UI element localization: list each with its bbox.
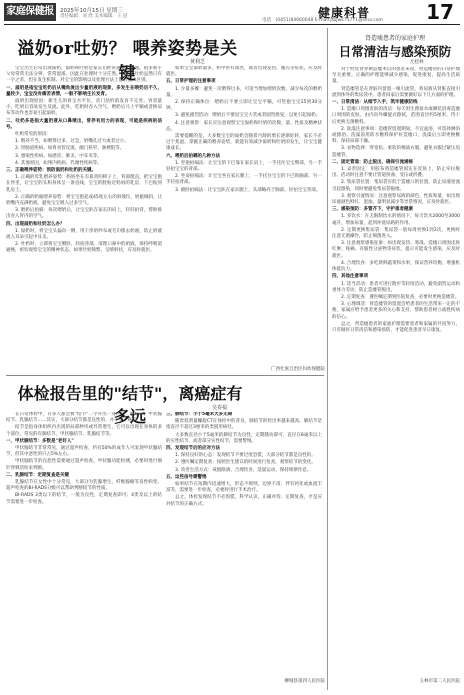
paragraph: 4. 其他原因，如颅内疾病、代谢性疾病等。: [15, 160, 102, 166]
column-divider: [327, 28, 328, 690]
paragraph: 2. 集尿袋位置：集尿袋应低于造瘘口的位置，防止尿液逆流引起感染，同时要避免集尿袋拖地。: [332, 180, 460, 192]
masthead: 家庭保健报: [4, 3, 56, 21]
paragraph: 3. 衣物选择：穿宽松、柔软的棉质衣服，避免衣服过紧压迫造瘘管。: [332, 146, 460, 158]
article1-credit: 广西壮族自治区妇幼保健院: [271, 367, 325, 372]
paragraph: 二、固定管道：防止脱出，确保引流通畅: [332, 159, 413, 165]
article3-body: [332, 67, 460, 675]
header-rule: [4, 24, 460, 25]
article3-title: 日常清洁与感染预防: [338, 44, 452, 59]
article2-credit: 柳城县第四人民医院: [284, 679, 325, 684]
paragraph: 1. 妥善固定：用胶布将造瘘管固定在皮肤上，防止牵拉脱出。活动时注意不要让管道扭曲、受压或折叠。: [332, 167, 460, 179]
paragraph: 2. 定期复查：遵医嘱定期到医院复查，必要时更换造瘘管。: [341, 294, 460, 300]
page-header: [0, 0, 464, 26]
article-separator: [6, 375, 324, 376]
paragraph: 如果宝宝溢奶量多，奶中带有血丝，或者出现发热、腹泻等症状，应及时就医。: [166, 66, 322, 78]
article3-byline: 尤桂林: [410, 60, 424, 65]
paragraph: 宝宝出生后常出现溢奶，溢奶和吐奶是家长们经常遇到的问题。很多新手父母常常无法分辨，常常混淆，因此在处理时十分茫然。溢奶和吐奶虽然只有一字之差，但在发生机制、对宝宝的影响以及处理方法上都有很大区别。: [6, 66, 162, 84]
paragraph: 1. 造瘘口周围皮肤的清洁：每天用生理盐水或碘伏消毒造瘘口周围的皮肤，由内向外螺旋式擦拭，范围直径约5厘米，待干后更换无菌敷料。: [332, 107, 460, 125]
paragraph: 一、溢奶是指宝宝吃奶后从嘴角流出少量奶液的现象，多发生在喂奶后不久，量较少，宝宝没有痛苦表情，一般不影响生长发育。: [6, 85, 162, 97]
paragraph: 需要提醒的是，大多数宝宝的溢奶会随着月龄的增长逐渐好转，家长不必过于焦虑。掌握正确的喂养姿势，就能有效减少溢奶和吐奶的发生，让宝宝健康成长。: [166, 134, 322, 152]
paragraph: 1. 喂养不当，如喂得过多、过急，奶嘴孔过大或者过小。: [15, 139, 129, 145]
paragraph: BI-RADS 3类以下的结节，一般为良性，定期复查即可；4类及以上的结节需要进一步检查。: [6, 493, 162, 505]
paragraph: 总之，体检发现结节不必惊慌，科学认识、正确对待、定期复查，才是应对结节的正确方式。: [166, 495, 322, 507]
paragraph: 二、乳腺结节：定期复查是关键: [6, 472, 69, 478]
paragraph: 四、其他注意事项: [332, 274, 368, 280]
article1-title: 溢奶or吐奶？ 喂养姿势是关键: [17, 39, 238, 84]
paragraph: 五、这些信号需警惕: [166, 474, 207, 480]
paragraph: 1. 溢奶时，将宝宝头偏向一侧，用干净的纱布或毛巾擦去奶液，防止奶液流入耳朵引起中耳炎。: [6, 228, 162, 241]
article2-col2: [166, 412, 322, 674]
paragraph: 四、发现结节后的应对方法: [166, 446, 220, 452]
article1-col2: [166, 66, 322, 362]
paragraph: 1. 少量多餐：避免一次喂得过多，可适当增加喂奶次数，减少每次的喂奶量。: [166, 86, 322, 98]
article1-byline: 黄利芝: [190, 59, 206, 65]
article3-credit: 玉林市第二人民医院: [419, 679, 460, 684]
paragraph: 肾造瘘管是在肾脏内留置一根引流管，将尿液从肾脏直接引流到体外的集尿袋中。患者回家后需要做好以下几方面的护理。: [332, 86, 460, 98]
paragraph: 吐奶常见的原因：: [15, 132, 51, 138]
paragraph: 四、出现溢奶和吐奶怎么办？: [6, 221, 65, 227]
paragraph: 3. 观察引流情况：注意观察尿液的颜色、性质和量，如出现尿液颜色鲜红、混浊、量明显减少等异常情况，应及时就医。: [332, 193, 460, 206]
paragraph: 3. 心理调适：肾造瘘管的留置会给患者的生活带来一定的不便，家属应给予患者更多的关心和支持，帮助患者树立战胜疾病的信心。: [332, 302, 460, 320]
paragraph: 溢奶出现原因：新生儿的胃呈水平位，贲门括约肌发育不完善，胃容量小，吃奶后容易发生反流。此外，吃奶时吞入空气，喂奶后马上平躺或者换尿布等动作也容易引起溢奶。: [6, 99, 162, 117]
article2-title: 体检报告里的"结节"，离癌症有多远: [17, 384, 243, 426]
paragraph: 3. 感染性疾病，如感冒、肺炎、中耳炎等。: [15, 153, 102, 159]
paragraph: 总之，肾造瘘患者的家庭护理需要患者和家属的共同努力，只有做好日常清洁和感染预防，才能促进患者早日康复。: [332, 321, 460, 333]
paragraph: 1. 竖抱拍嗝法：让宝宝的下巴靠在家长肩上，一手托住宝宝臀部，另一手轻拍宝宝的背部。: [166, 160, 322, 173]
paragraph: 2. 吐奶时，立即将宝宝侧卧，轻拍背部，清理口鼻中的奶液，保持呼吸道通畅，密切观察宝宝的精神状态。如果吐奶频繁、呈喷射状，应及时就医。: [6, 242, 162, 254]
paragraph: 3. 喂奶后拍嗝：每次喂奶后，让宝宝趴在家长的肩上，轻轻拍背，帮助排出吞入胃内的空气。: [6, 208, 162, 220]
paragraph: 1. 保持良好的心态：发现结节不要过度恐慌，大部分结节都是良性的。: [175, 453, 316, 459]
paragraph: 五、日常护理的注意事项: [166, 79, 216, 85]
paragraph: 3. 注意观察感染征象：如出现发热、寒战、造瘘口周围皮肤红肿、疼痛、有脓性分泌物等症状，提示可能发生感染，应及时就医。: [332, 241, 460, 259]
paragraph: 2. 定期更换集尿袋：集尿袋一般每周更换1到2次，更换时注意无菌操作，防止细菌进入。: [332, 227, 460, 240]
paragraph: 1. 适当活动：患者可进行散步等轻度活动，避免剧烈运动和重体力劳动，防止造瘘管脱出。: [332, 281, 460, 293]
page-number: 17: [426, 0, 454, 24]
paragraph: 2. 胃肠道疾病，如胃食管反流、幽门狭窄、肠梗阻等。: [15, 146, 125, 152]
paragraph: 甲状腺结节的良恶性需要通过超声检查、甲状腺功能检测，必要时进行细针穿刺活检来判断。: [6, 459, 162, 471]
paragraph: 在日常体检中，许多人都会被"结节"二字吓出一身冷汗：肺结节、甲状腺结节、乳腺结节……其实，大部分结节都是良性的，并不等于癌症。: [6, 412, 162, 424]
paragraph: 乳腺结节在女性中十分常见，大部分为乳腺增生、纤维腺瘤等良性病变。超声检查的BI-RADS分级可以帮助判断结节的性质。: [6, 480, 162, 492]
paragraph: 对于经皮肾穿刺造瘘术后的患者来说，肾造瘘管的日常护理至关重要。正确的护理能够减少感染，促进康复，提高生活质量。: [332, 67, 460, 85]
paragraph: 1. 正确的母乳喂养姿势：妈妈坐在有靠背的椅子上，背部挺直，把宝宝抱在怀里，让宝宝的头和身体呈一条直线，宝宝的脸贴近妈妈的乳房，下巴贴到乳房上。: [6, 175, 162, 193]
article1-col1: [6, 66, 162, 372]
issue-date: 2025年10月15日 星期三: [60, 8, 123, 14]
paragraph: 随着低剂量螺旋CT在体检中的普及，肺结节的检出率越来越高。肺结节是指直径不超过3厘米的类圆形病灶。: [166, 419, 322, 431]
paragraph: 二、吐奶多是指大量奶液从口鼻喷出，常伴有用力的表现，可能是疾病的信号。: [6, 118, 162, 130]
paragraph: 4. 注意观察：家长应注意观察宝宝溢奶和吐奶的次数、量、性质及精神状态。: [166, 120, 322, 132]
paragraph: 如果结节在短期内迅速增大，形态不规则，边界不清，伴有钙化或血流丰富等，需要进一步检查，必要时进行手术治疗。: [166, 482, 322, 494]
paragraph: 3. 俯卧拍嗝法：让宝宝趴在家长腿上，头部略高于胸部，轻拍宝宝背部。: [175, 187, 321, 193]
contact-info: 电话：(0451)84660048 E-mail:jtbjwk71771@sina.com: [262, 18, 383, 23]
paragraph: 3. 避免剧烈活动：喂奶后不要逗宝宝大笑或者剧烈摇晃，以免引起溢奶。: [175, 113, 321, 119]
paragraph: 4. 合理饮食：多吃新鲜蔬菜和水果，保证营养均衡，增强机体抵抗力。: [332, 260, 460, 273]
paragraph: 2. 正确的奶瓶喂养姿势：将宝宝抱起成45度左右的斜坡位，奶瓶倾斜，让奶嘴内充满奶液，避免宝宝吸入过多空气。: [6, 194, 162, 207]
paragraph: 三、感染预防：多管齐下，守护患者健康: [332, 207, 413, 213]
paragraph: 甲状腺结节非常常见，通过超声检查，约有50%的成年人可发现甲状腺结节，但其中恶性的只占5%左右。: [6, 446, 162, 458]
paragraph: 大多数直径小于5毫米的肺结节为良性，定期随访即可；直径在8毫米以上的实性结节，或者部分实性结节，需要警惕。: [166, 432, 322, 444]
section-title: 健康科普: [318, 6, 371, 20]
paragraph: 2. 保持正确体位：喂奶后不要立即让宝宝平躺，可竖抱宝宝15到30分钟。: [166, 100, 322, 112]
editor-credits: 责任编辑：刘 欣 美术编辑：王 冠: [60, 14, 128, 19]
paragraph: 1. 多饮水：在无限制饮水的情况下，每天饮水2000至3000毫升，增加尿量，起到冲洗尿路的作用。: [332, 214, 460, 226]
paragraph: 三、肺结节：小于5毫米大多无碍: [166, 412, 233, 417]
paragraph: 一、甲状腺结节：多数是"老好人": [6, 438, 74, 444]
paragraph: 2. 洗澡注意事项：造瘘管留置期间，不宜盆浴，可选择淋浴或擦浴。洗澡前用防水敷料保护好造瘘口，洗澡后立即更换敷料，保持局部干燥。: [332, 126, 460, 145]
paragraph: 3. 改善生活方式：戒烟限酒、合理饮食、适量运动、保持规律作息。: [175, 467, 312, 473]
paragraph: 一、日常清洁：从细节入手，筑牢健康防线: [332, 100, 418, 106]
article3-kicker: 肾造瘘患者的家庭护理: [364, 35, 425, 42]
paragraph: 三、正确喂养姿势：预防溢奶和吐奶的关键。: [6, 168, 96, 174]
paragraph: 六、喂奶后拍嗝的几种方法: [166, 153, 220, 159]
paragraph: 结节是指身体组织内出现的局部肿块或异常增生，它可以出现在身体的多个部位，常见的有肺结节、甲状腺结节、乳腺结节等。: [6, 425, 162, 437]
article2-byline: 吴春福: [212, 405, 228, 411]
paragraph: 2. 遵医嘱定期复查：按照医生建议的时间进行复查，观察结节的变化。: [175, 460, 316, 466]
article2-col1: [6, 412, 162, 690]
paragraph: 2. 坐姿拍嗝法：让宝宝坐在家长腿上，一手托住宝宝的下巴和胸部，另一手轻拍背部。: [166, 174, 322, 186]
